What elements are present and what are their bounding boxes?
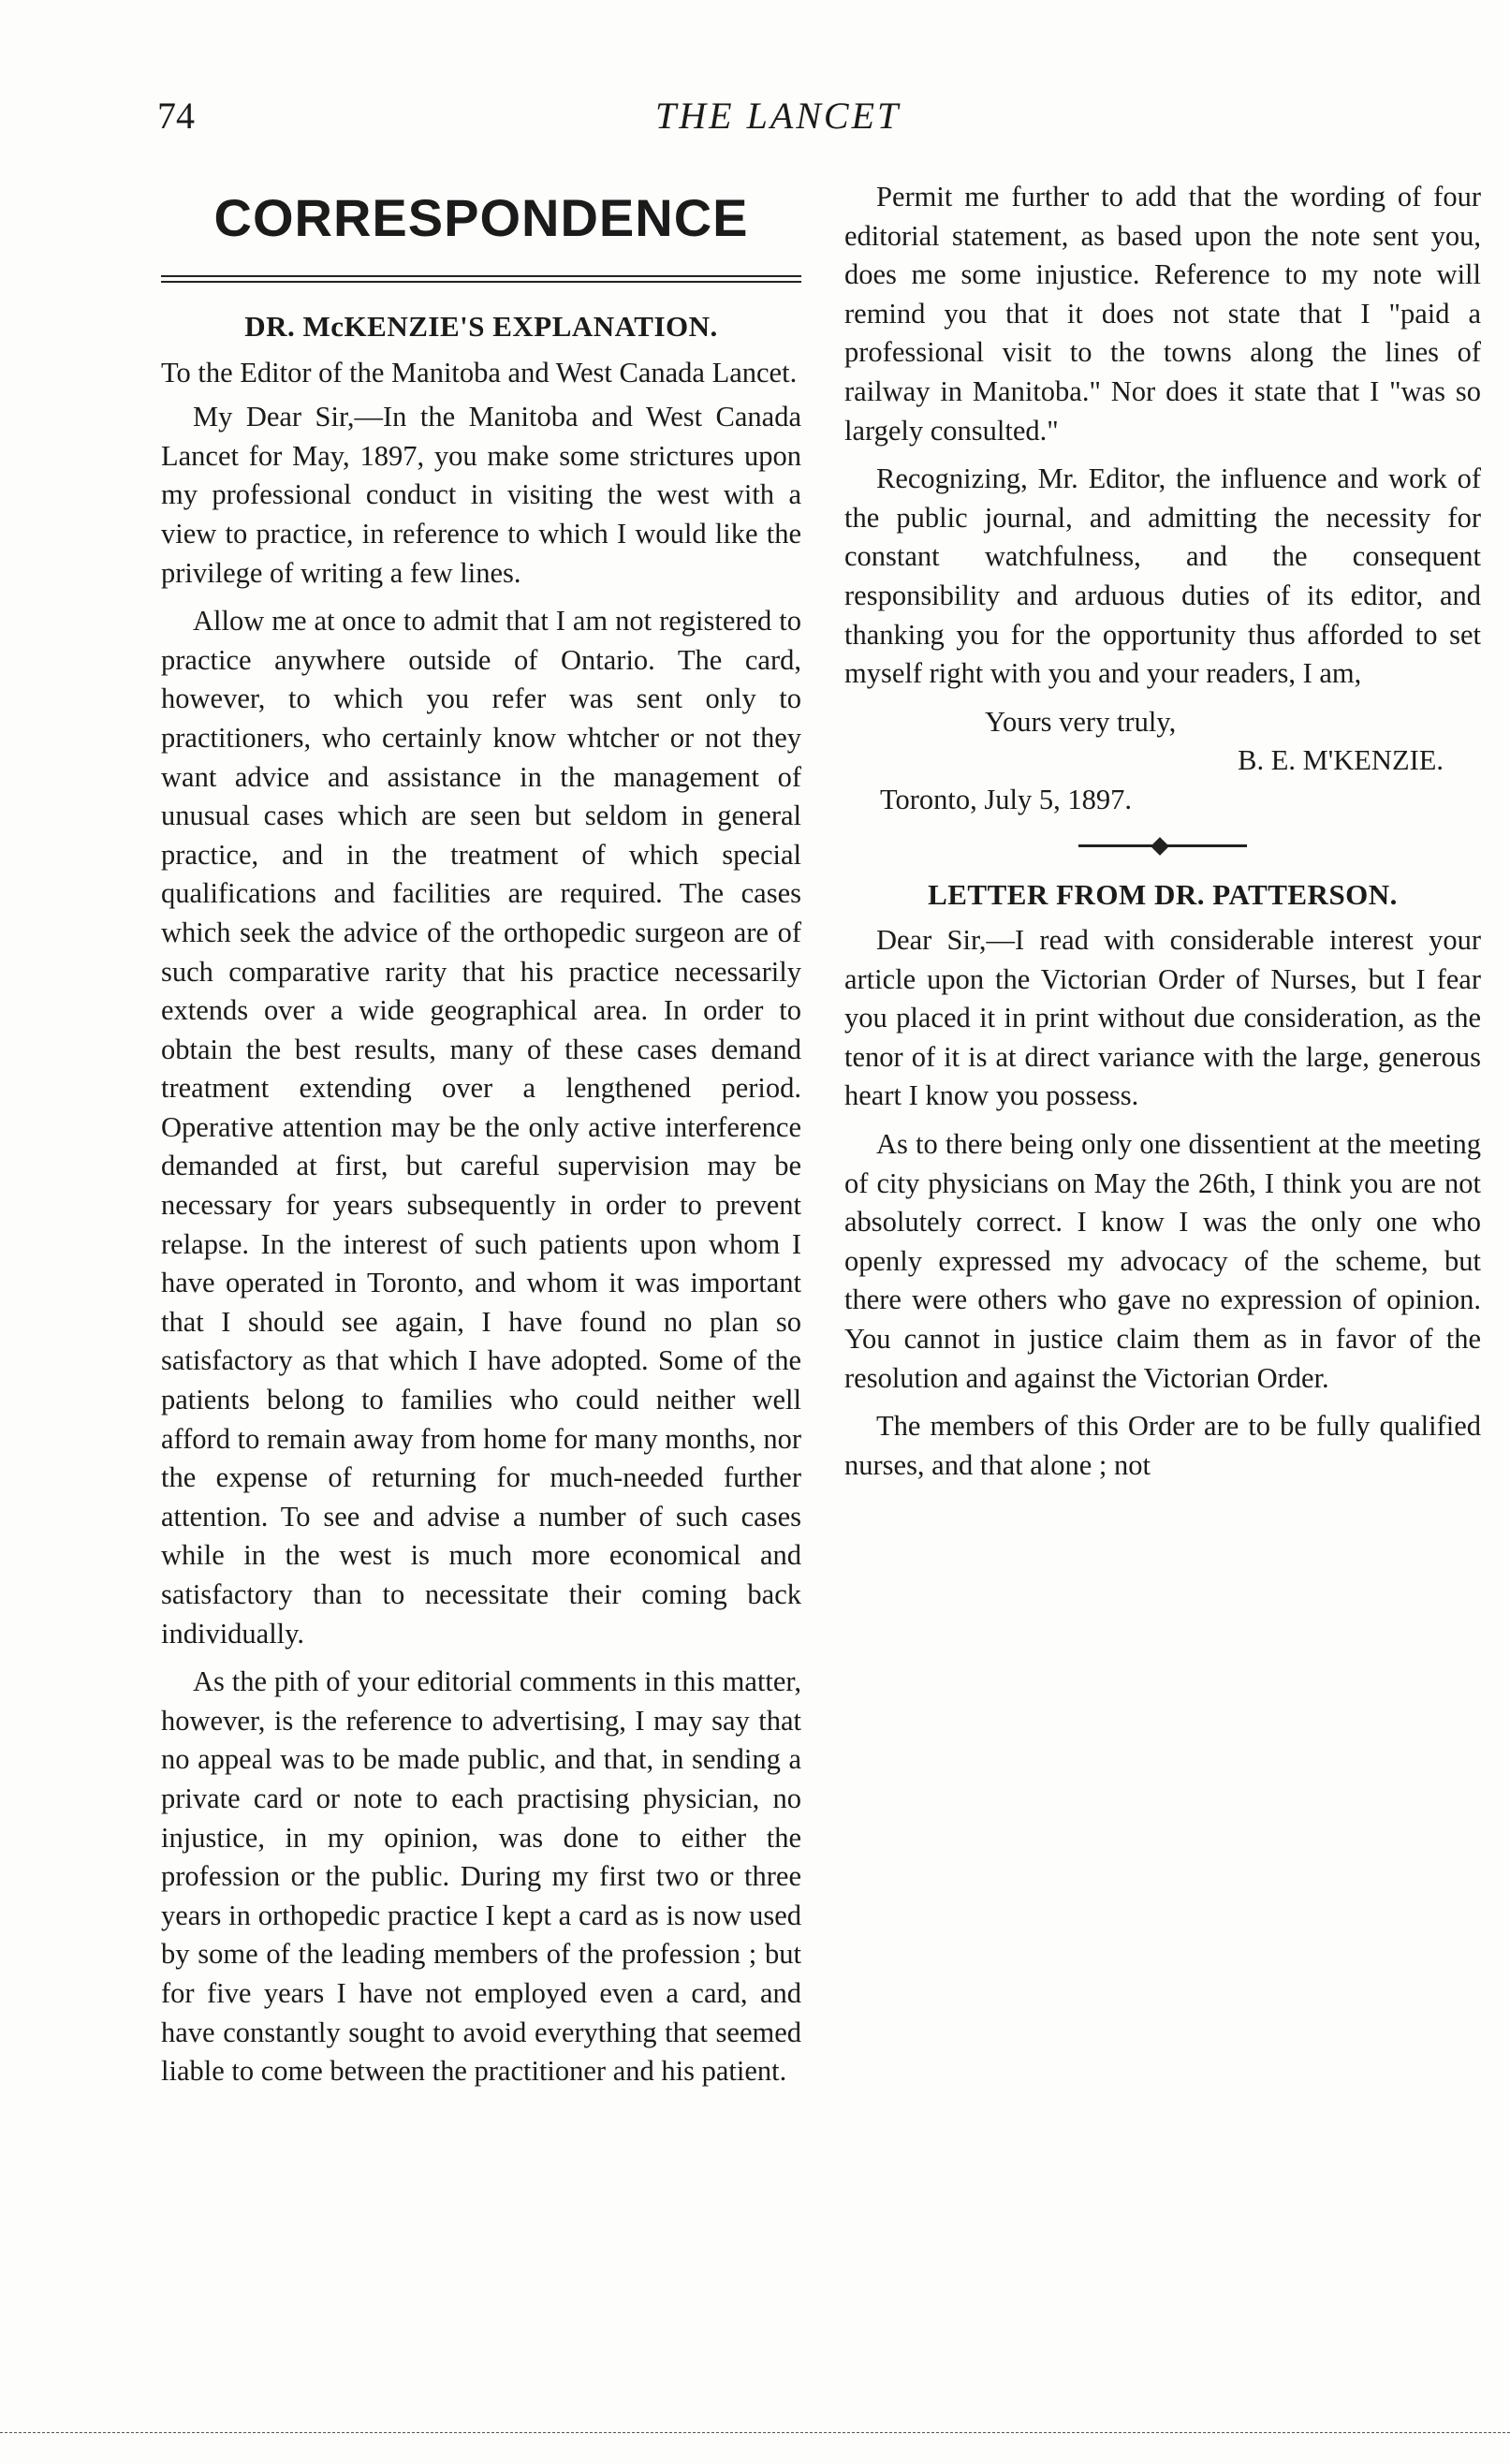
letter1-paragraph: Recognizing, Mr. Editor, the influence and work of the public journal, and admitting the necessity for constant watchfulness, and the consequent responsibility and arduous duties of its editor, and thanking you for the opportunity thus afforded to set myself right with you and your readers, I am, [844, 462, 1481, 690]
letter1-paragraph: Permit me further to add that the wording of four editorial statement, as based upon the note sent you, does me some injustice. Reference to my note will remind you that it does not state that I "paid a professional visit to the towns along the lines of railway in Manitoba." Nor does it state that I "was so largely consulted." [844, 181, 1481, 447]
letter1-closing: Yours very truly, [985, 705, 1177, 738]
page-bottom-edge [0, 2432, 1510, 2433]
letter1-paragraph: As the pith of your editorial comments in this matter, however, is the reference to advertising, I may say that no appeal was to be made public, and that, in sending a private card or note to each practising physician, no injustice, in my opinion, was done to either the profession or the public. During my first two or three years in orthopedic practice I kept a card as is now used by some of the leading members of the profession ; but for five years I have not employed even a card, and have constantly sought to avoid everything that seemed liable to come between the practitioner and his patient. [161, 1665, 801, 2088]
letter2-paragraph: The members of this Order are to be fully qualified nurses, and that alone ; not [844, 1410, 1481, 1481]
double-rule-divider [161, 275, 801, 283]
letter1-salutation: To the Editor of the Manitoba and West Canada Lancet. [161, 356, 798, 389]
page-header [0, 94, 1510, 150]
letter2-heading: LETTER FROM DR. PATTERSON. [928, 877, 1398, 911]
letter1-heading: DR. McKENZIE'S EXPLANATION. [244, 310, 718, 343]
left-column [161, 178, 801, 2101]
section-title: CORRESPONDENCE [213, 188, 749, 247]
letter1-paragraph: My Dear Sir,—In the Manitoba and West Canada Lancet for May, 1897, you make some strictures upon my professional conduct in visiting the west with a view to practice, in reference to which I would like the privilege of writing a few lines. [161, 401, 801, 589]
letter1-signature: B. E. M'KENZIE. [1238, 744, 1444, 777]
letter2-paragraph: As to there being only one dissentient at the meeting of city physicians on May the 26th, I think you are not absolutely correct. I know I was the only one who openly expressed my advocacy of the scheme, but there were others who gave no expression of opinion. You cannot in justice claim them as in favor of the resolution and against the Victorian Order. [844, 1128, 1481, 1394]
letter1-dateline: Toronto, July 5, 1897. [880, 783, 1132, 815]
ornament-divider [1078, 844, 1247, 853]
right-column [844, 178, 1481, 1494]
page-number: 74 [157, 95, 195, 137]
letter1-paragraph: Allow me at once to admit that I am not registered to practice anywhere outside of Ontario. The card, however, to which you refer was sent only to practitioners, who certainly know whtcher or not they want advice and assistance in the management of unusual cases which are seen but seldom in general practice, and in the treatment of which special qualifications and facilities are required. The cases which seek the advice of the orthopedic surgeon are of such comparative rarity that his practice necessarily extends over a wide geographical area. In order to obtain the best results, many of these cases demand treatment extending over a lengthened period. Operative attention may be the only active interference demanded at first, but careful supervision may be necessary for years subsequently in order to prevent relapse. In the interest of such patients upon whom I have operated in Toronto, and whom it was important that I should see again, I have found no plan so satisfactory as that which I have adopted. Some of the patients belong to families who could neither well afford to remain away from home for many months, nor the expense of returning for much-needed further attention. To see and advise a number of such cases while in the west is much more economical and satisfactory than to necessitate their coming back individually. [161, 605, 801, 1650]
letter2-paragraph: Dear Sir,—I read with considerable interest your article upon the Victorian Order of Nurses, but I fear you placed it in print without due consideration, as the tenor of it is at direct variance with the large, generous heart I know you possess. [844, 924, 1481, 1112]
running-title: THE LANCET [655, 95, 902, 137]
